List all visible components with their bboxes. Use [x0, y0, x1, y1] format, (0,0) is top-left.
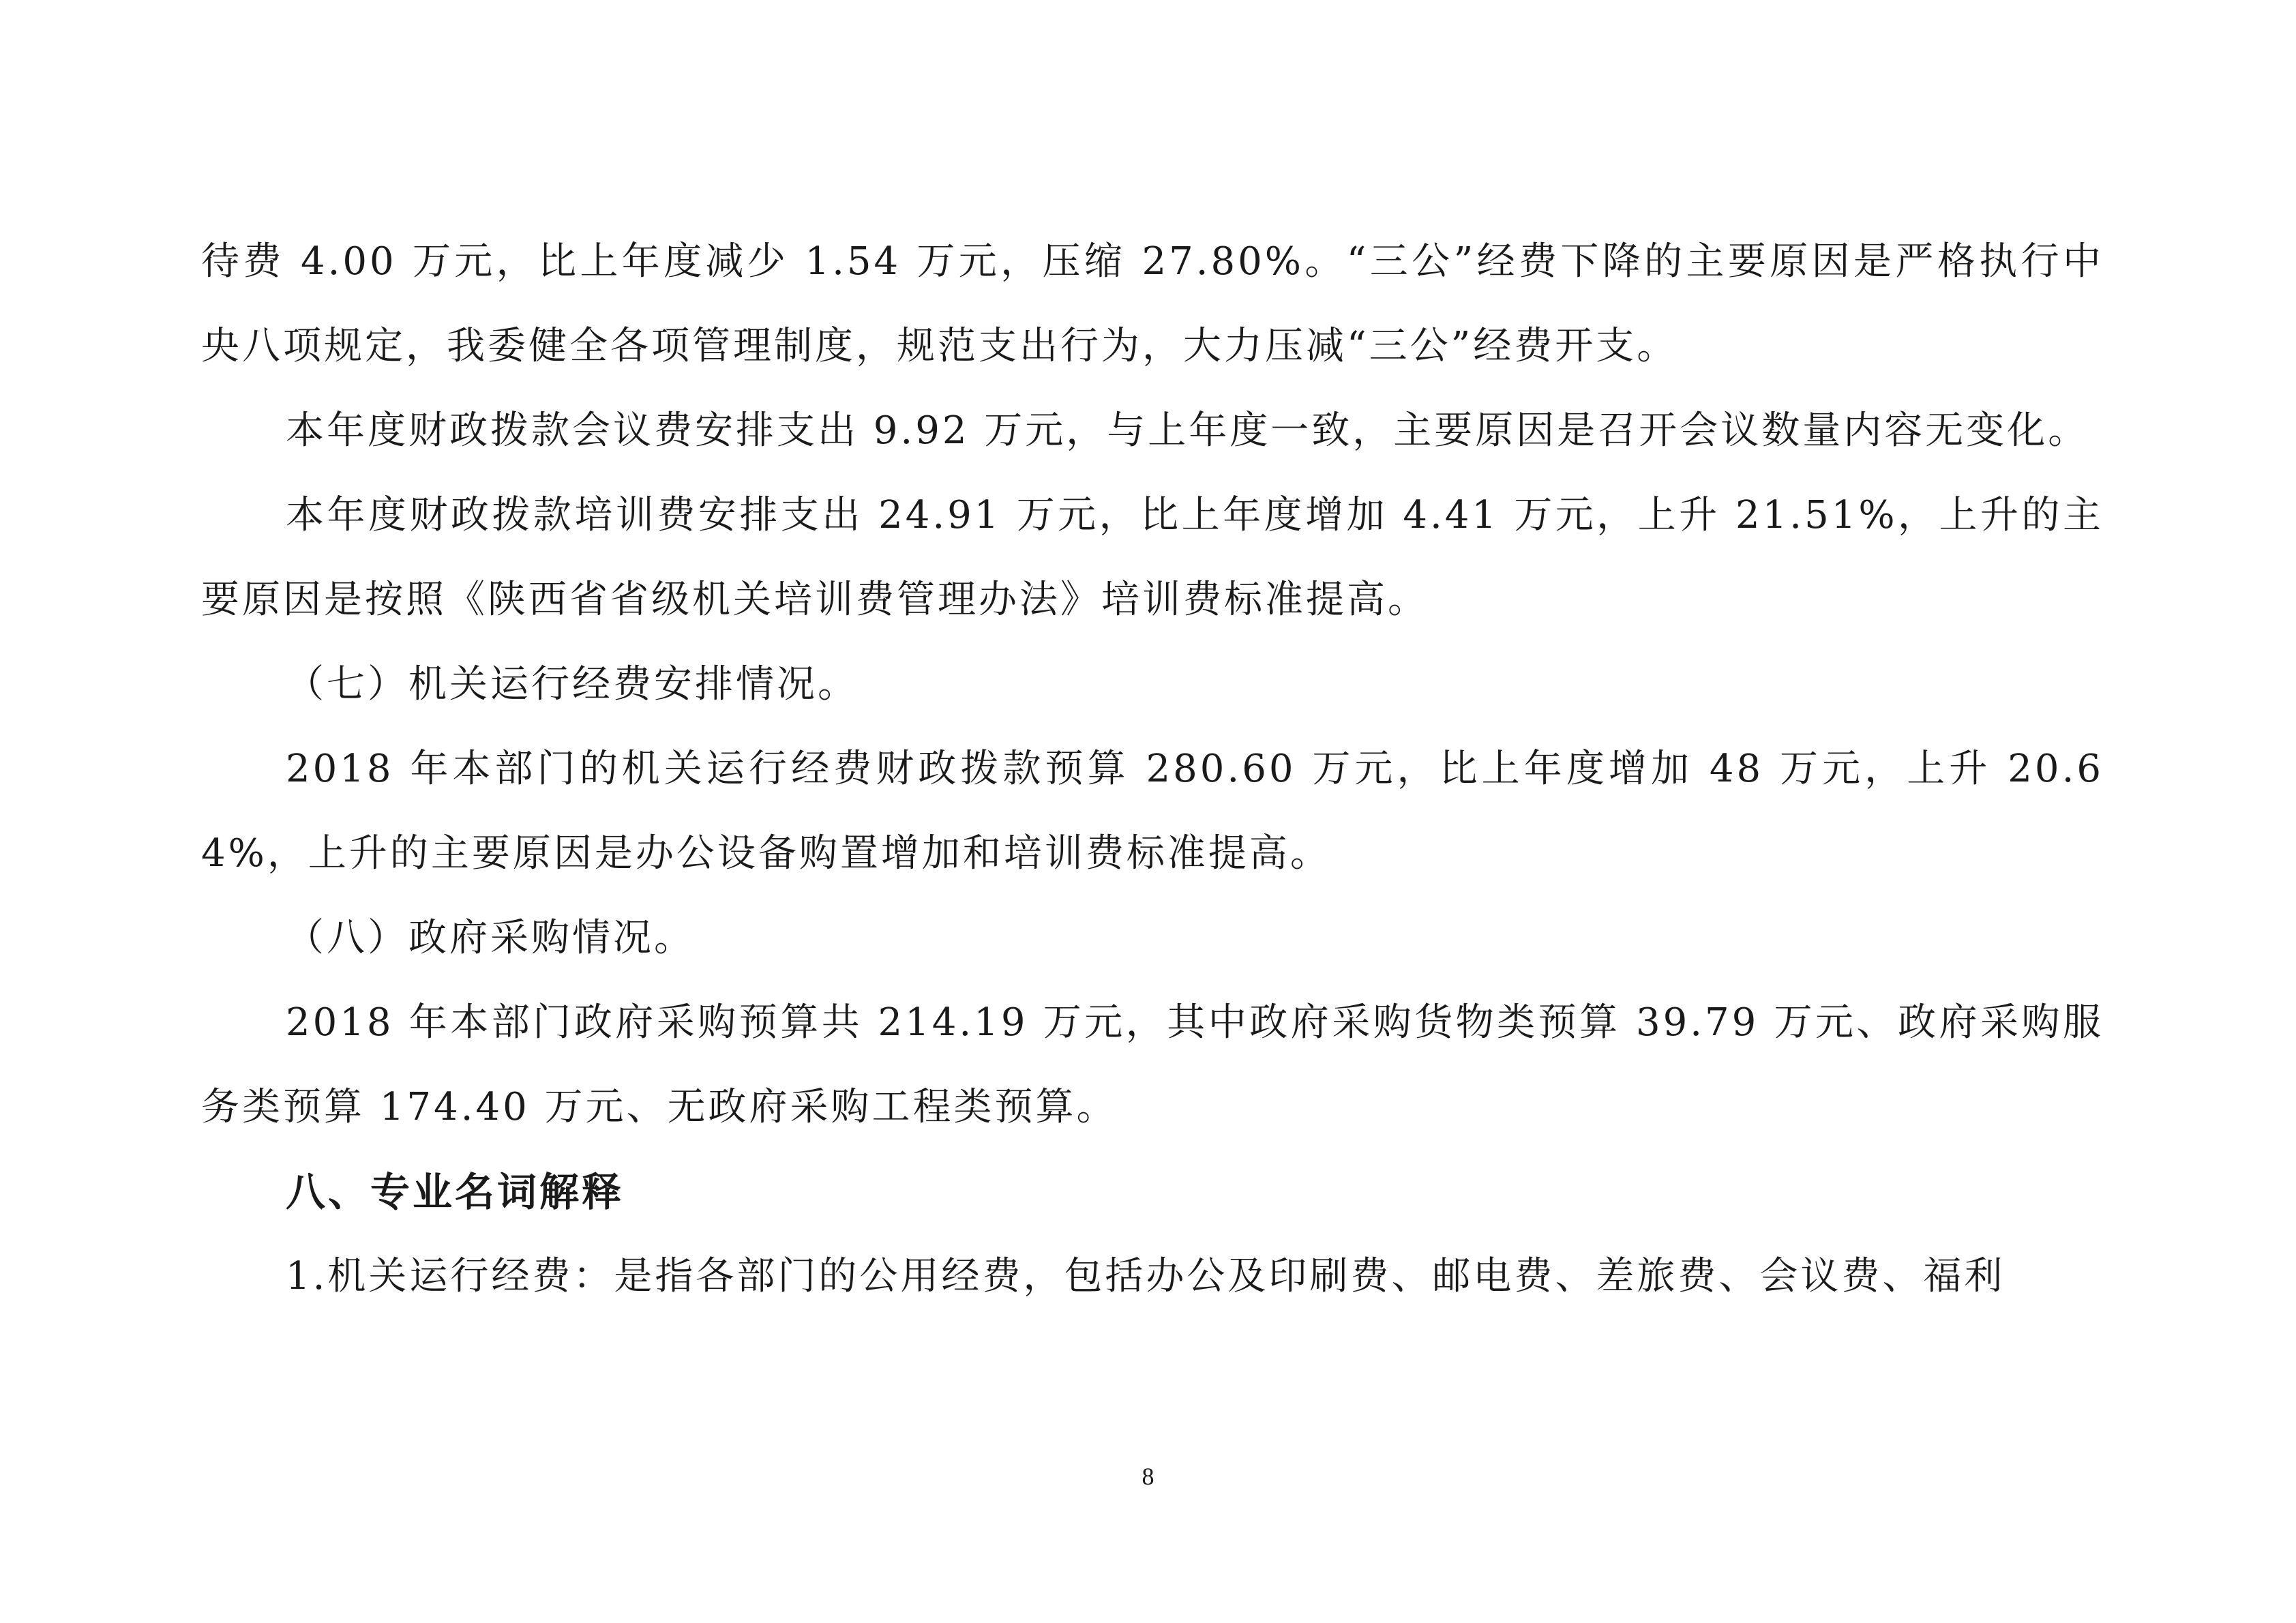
page-body — [201, 220, 2104, 1319]
paragraph-meeting-expense: 本年度财政拨款会议费安排支出 9.92 万元，与上年度一致，主要原因是召开会议数量内容无变化。 — [286, 408, 2089, 453]
paragraph-hospitality-expense: 待费 4.00 万元，比上年度减少 1.54 万元，压缩 27.80%。“三公”经费下降的主要原因是严格执行中央八项规定，我委健全各项管理制度，规范支出行为，大力压减“三公”经费开支。 — [201, 239, 2104, 368]
paragraph-glossary-item-1: 1.机关运行经费：是指各部门的公用经费，包括办公及印刷费、邮电费、差旅费、会议费、福利 — [286, 1254, 2006, 1298]
paragraph-operating-expense: 2018 年本部门的机关运行经费财政拨款预算 280.60 万元，比上年度增加 48 万元，上升 20.64%，上升的主要原因是办公设备购置增加和培训费标准提高。 — [201, 747, 2104, 876]
paragraph-procurement: 2018 年本部门政府采购预算共 214.19 万元，其中政府采购货物类预算 39.79 万元、政府采购服务类预算 174.40 万元、无政府采购工程类预算。 — [201, 1000, 2104, 1129]
page-number: 8 — [1142, 1463, 1154, 1490]
subsection-title-operating-expense: （七）机关运行经费安排情况。 — [286, 662, 859, 706]
paragraph-training-expense: 本年度财政拨款培训费安排支出 24.91 万元，比上年度增加 4.41 万元，上升 21.51%，上升的主要原因是按照《陕西省省级机关培训费管理办法》培训费标准提高。 — [201, 493, 2104, 622]
section-heading-glossary: 八、专业名词解释 — [286, 1169, 625, 1215]
subsection-title-procurement: （八）政府采购情况。 — [286, 916, 695, 960]
